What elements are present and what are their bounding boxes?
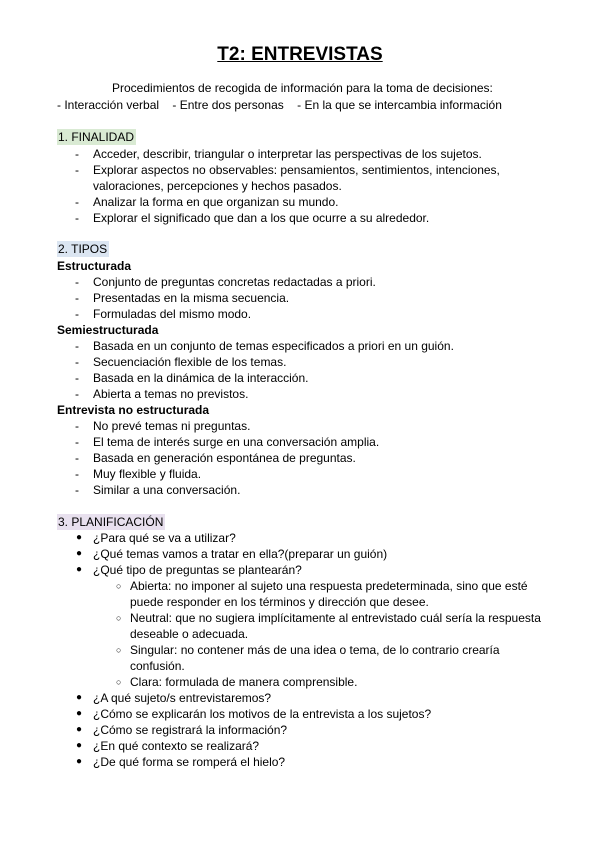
- dash-mark: -: [75, 147, 79, 161]
- dash-mark: -: [75, 211, 79, 225]
- list-item-text: Basada en un conjunto de temas especificados a priori en un guión.: [93, 339, 454, 353]
- bullet-mark: ●: [76, 532, 83, 543]
- intro-line-1: Procedimientos de recogida de información para la toma de decisiones:: [112, 81, 493, 95]
- dash-mark: -: [75, 195, 79, 209]
- list-item-text: ¿Cómo se explicarán los motivos de la entrevista a los sujetos?: [93, 707, 432, 721]
- list-item-text: ¿Qué temas vamos a tratar en ella?(preparar un guión): [93, 547, 388, 561]
- subheading-semiestructurada: Semiestructurada: [57, 323, 159, 337]
- bullet-mark: ●: [76, 756, 83, 767]
- section-heading-planificacion: 3. PLANIFICACIÓN: [58, 515, 164, 529]
- circle-mark: ○: [116, 645, 122, 655]
- list-item-text: Singular: no contener más de una idea o tema, de lo contrario crearía: [130, 643, 500, 657]
- subheading-no-estructurada: Entrevista no estructurada: [57, 403, 210, 417]
- list-item-text: ¿Cómo se registrará la información?: [93, 723, 288, 737]
- list-item-text: Conjunto de preguntas concretas redactadas a priori.: [93, 275, 376, 289]
- list-item-text: confusión.: [130, 659, 185, 673]
- list-item-text: Abierta a temas no previstos.: [93, 387, 249, 401]
- section-heading-finalidad: 1. FINALIDAD: [58, 130, 135, 144]
- list-item-text: Analizar la forma en que organizan su mundo.: [93, 195, 339, 209]
- dash-mark: -: [75, 435, 79, 449]
- dash-mark: -: [75, 451, 79, 465]
- subheading-estructurada: Estructurada: [57, 259, 132, 273]
- dash-mark: -: [75, 163, 79, 177]
- bullet-mark: ●: [76, 724, 83, 735]
- list-item-text: Presentadas en la misma secuencia.: [93, 291, 290, 305]
- dash-mark: -: [75, 467, 79, 481]
- list-item-text: Neutral: que no sugiera implícitamente al entrevistado cuál sería la respuesta: [130, 611, 541, 625]
- list-item-text: ¿De qué forma se romperá el hielo?: [93, 755, 286, 769]
- bullet-mark: ●: [76, 708, 83, 719]
- list-item-text: Formuladas del mismo modo.: [93, 307, 252, 321]
- circle-mark: ○: [116, 677, 122, 687]
- list-item-text: Similar a una conversación.: [93, 483, 241, 497]
- list-item-text: Abierta: no imponer al sujeto una respuesta predeterminada, sino que esté: [130, 579, 528, 593]
- circle-mark: ○: [116, 581, 122, 591]
- list-item-text: ¿En qué contexto se realizará?: [93, 739, 260, 753]
- list-item-text: Explorar aspectos no observables: pensamientos, sentimientos, intenciones,: [93, 163, 500, 177]
- dash-mark: -: [75, 483, 79, 497]
- page-title: T2: ENTREVISTAS: [217, 44, 383, 65]
- list-item-text: Secuenciación flexible de los temas.: [93, 355, 287, 369]
- bullet-mark: ●: [76, 692, 83, 703]
- list-item-text: Acceder, describir, triangular o interpretar las perspectivas de los sujetos.: [93, 147, 482, 161]
- bullet-mark: ●: [76, 548, 83, 559]
- list-item-text: Muy flexible y fluida.: [93, 467, 202, 481]
- intro-line-2: - Interacción verbal - Entre dos personas - En la que se intercambia información: [57, 98, 502, 112]
- list-item-text: valoraciones, percepciones y hechos pasados.: [93, 179, 342, 193]
- list-item-text: No prevé temas ni preguntas.: [93, 419, 251, 433]
- dash-mark: -: [75, 355, 79, 369]
- circle-mark: ○: [116, 613, 122, 623]
- section-heading-tipos: 2. TIPOS: [58, 242, 108, 256]
- dash-mark: -: [75, 419, 79, 433]
- list-item-text: ¿Para qué se va a utilizar?: [93, 531, 236, 545]
- list-item-text: Basada en generación espontánea de preguntas.: [93, 451, 356, 465]
- list-item-text: ¿A qué sujeto/s entrevistaremos?: [93, 691, 272, 705]
- list-item-text: Clara: formulada de manera comprensible.: [130, 675, 358, 689]
- list-item-text: El tema de interés surge en una conversación amplia.: [93, 435, 380, 449]
- dash-mark: -: [75, 275, 79, 289]
- list-item-text: deseable o adecuada.: [130, 627, 249, 641]
- bullet-mark: ●: [76, 564, 83, 575]
- dash-mark: -: [75, 387, 79, 401]
- dash-mark: -: [75, 291, 79, 305]
- dash-mark: -: [75, 307, 79, 321]
- bullet-mark: ●: [76, 740, 83, 751]
- list-item-text: ¿Qué tipo de preguntas se plantearán?: [93, 563, 302, 577]
- list-item-text: Explorar el significado que dan a los que ocurre a su alrededor.: [93, 211, 430, 225]
- list-item-text: Basada en la dinámica de la interacción.: [93, 371, 309, 385]
- list-item-text: puede responder en los términos y dirección que desee.: [130, 595, 429, 609]
- dash-mark: -: [75, 371, 79, 385]
- dash-mark: -: [75, 339, 79, 353]
